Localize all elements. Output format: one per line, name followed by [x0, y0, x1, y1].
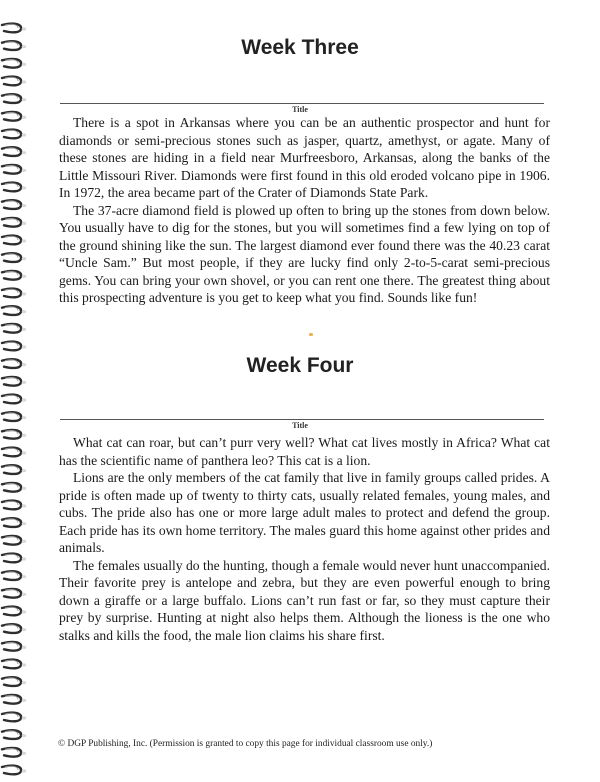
binding-coil — [2, 589, 26, 598]
binding-coil — [2, 200, 26, 209]
passage-paragraph: The 37-acre diamond field is plowed up often to bring up the stones from down below. You usually have to dig for the stones, but you will sometimes find a few lying on top of the ground shining like the sun. The largest diamond ever found there was the 40.23 carat “Uncle Sam.” But most people, if they are lucky find only 2-to-5-carat semi-precious gems. You can bring your own shovel, or you can rent one there. The greatest thing about this prospecting adventure is you get to keep what you find. Sounds like fun! — [59, 202, 550, 305]
binding-coil — [2, 607, 26, 616]
passage-paragraph: The females usually do the hunting, though a female would never hunt unaccompanied. Their favorite prey is antelope and zebra, but they are even powerful enough to bring down a giraffe or a large buffalo. Lions can’t run fast or far, so they must capture their prey by surprise. Hunting at night also helps them. Although the lioness is the one who stalks and kills the food, the male lion claims his share first. — [59, 557, 550, 643]
binding-coil — [2, 660, 26, 669]
week-three-passage — [59, 114, 550, 307]
binding-coil — [2, 536, 26, 545]
binding-coil — [2, 342, 26, 351]
copyright-footer: © DGP Publishing, Inc. (Permission is granted to copy this page for individual classroom use only.) — [58, 739, 433, 749]
binding-coil — [2, 448, 26, 457]
binding-coil — [2, 165, 26, 174]
binding-coil — [2, 766, 26, 775]
binding-coil — [2, 412, 26, 421]
binding-coil — [2, 518, 26, 527]
binding-coil — [2, 147, 26, 156]
week-three-heading: Week Three — [241, 36, 359, 59]
binding-coil — [2, 730, 26, 739]
week-four-passage — [59, 434, 550, 644]
binding-coil — [2, 94, 26, 103]
title-label-week-three: Title — [292, 105, 308, 114]
binding-coil — [2, 289, 26, 298]
binding-coil — [2, 695, 26, 704]
title-line-week-three — [60, 103, 544, 104]
passage-paragraph: What cat can roar, but can’t purr very well? What cat lives mostly in Africa? What cat has the scientific name of panthera leo? This cat is a lion. — [59, 435, 550, 468]
binding-coil — [2, 306, 26, 315]
binding-coil — [2, 77, 26, 86]
title-line-week-four — [60, 419, 544, 420]
binding-coil — [2, 677, 26, 686]
binding-coil — [2, 395, 26, 404]
week-four-heading: Week Four — [246, 354, 354, 377]
binding-coil — [2, 271, 26, 280]
passage-paragraph: Lions are the only members of the cat family that live in family groups called prides. A pride is often made up of twenty to thirty cats, usually related females, young males, and cubs. The pride also has one or more large adult males to protect and defend the group. Each pride has its own home territory. The males guard this home against other prides and animals. — [59, 470, 550, 555]
binding-coil — [2, 430, 26, 439]
passage-paragraph: There is a spot in Arkansas where you can be an authentic prospector and hunt for diamonds or semi-precious stones such as jasper, quartz, amethyst, or agate. Many of these stones are hiding in a field near Murfreesboro, Arkansas, along the banks of the Little Missouri River. Diamonds were first found in this old eroded volcano pipe in 1906. In 1972, the area became part of the Crater of Diamonds State Park. — [59, 115, 550, 200]
binding-coil — [2, 218, 26, 227]
spiral-binding — [0, 0, 30, 782]
binding-coil — [2, 324, 26, 333]
binding-coil — [2, 571, 26, 580]
binding-coil — [2, 236, 26, 245]
binding-coil — [2, 59, 26, 68]
binding-coil — [2, 713, 26, 722]
binding-coil — [2, 554, 26, 563]
binding-coil — [2, 642, 26, 651]
spiral-coils — [0, 0, 30, 782]
binding-coil — [2, 130, 26, 139]
binding-coil — [2, 24, 26, 33]
binding-coil — [2, 183, 26, 192]
binding-coil — [2, 748, 26, 757]
binding-coil — [2, 483, 26, 492]
paper-speck — [309, 333, 313, 336]
binding-coil — [2, 501, 26, 510]
binding-coil — [2, 377, 26, 386]
binding-coil — [2, 624, 26, 633]
binding-coil — [2, 465, 26, 474]
title-label-week-four: Title — [292, 421, 308, 430]
binding-coil — [2, 253, 26, 262]
